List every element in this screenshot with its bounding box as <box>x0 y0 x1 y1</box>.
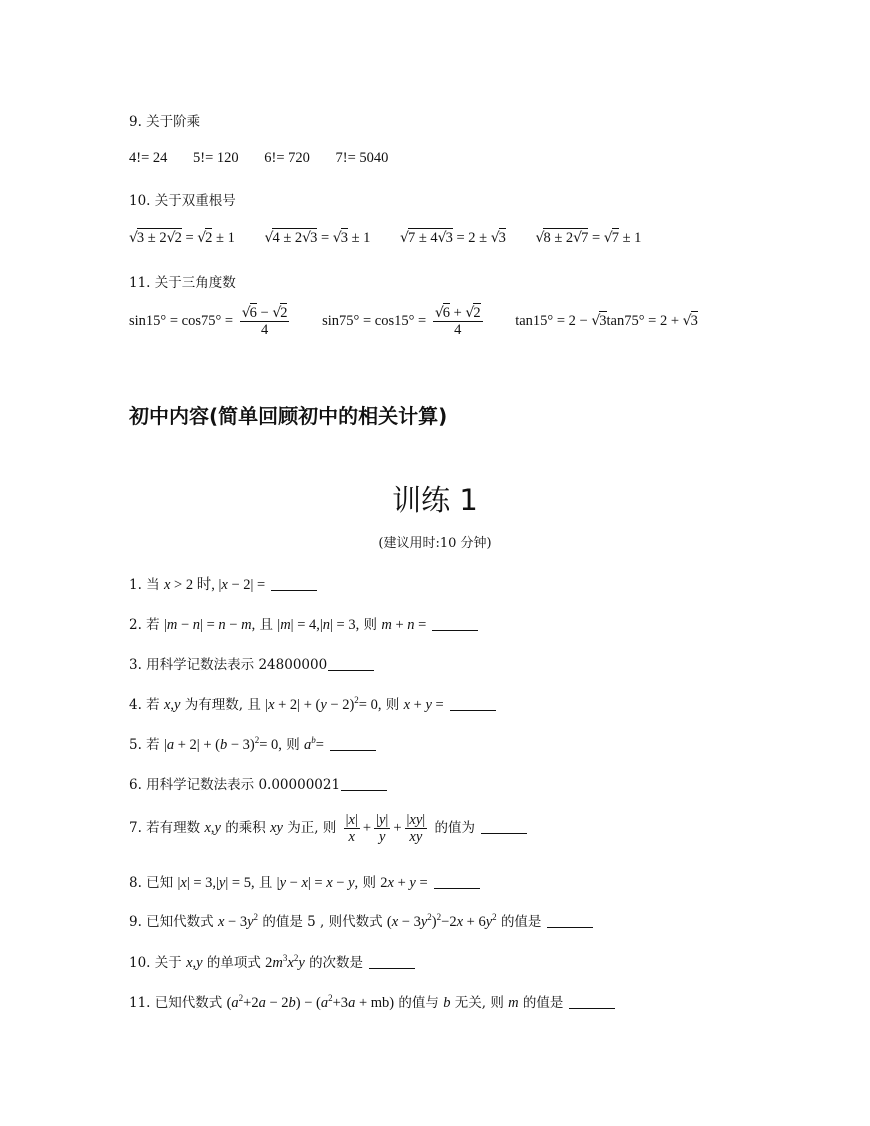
problem-7: 7. 若有理数 x,y 的乘积 xy 为正, 则 $\frac{|x|}{x}$ + $\frac{|y|}{y}$ + $\frac{|xy|}{xy}$ 的值为 <box>129 812 527 845</box>
heading-double-radical: 10. 关于双重根号 <box>129 193 236 209</box>
trig-formula-3: tan15° = 2 − √3tan75° = 2 + √3 <box>515 312 698 329</box>
trig-formula-1: sin15° = cos75° = $\frac{√6 - √2}{4}$ <box>129 305 288 338</box>
training-subtitle: (建议用时:10 分钟) <box>378 536 492 551</box>
problem-2: 2. 若 |m − n| = n − m, 且 |m| = 4,|n| = 3, 则 m + n = <box>129 613 478 634</box>
radical-formula-3: √7 ± 4√3 = 2 ± √3 <box>400 230 506 246</box>
radical-formula-2: √4 ± 2√3 = √3 ± 1 <box>264 230 371 246</box>
section-title: 初中内容(简单回顾初中的相关计算) <box>129 404 448 428</box>
problem-4: 4. 若 x,y 为有理数, 且 $|x + 2| + (y - 2)^2= 0$, 则 x + y = <box>129 693 496 714</box>
double-radical-row <box>129 230 641 247</box>
radical-formula-4: √8 ± 2√7 = √7 ± 1 <box>535 230 642 246</box>
radical-formula-1: √3 ± 2√2 = √2 ± 1 <box>129 230 235 246</box>
problem-9: 9. 已知代数式 $x - 3y^2$ 的值是 5 , 则代数式 $(x - 3y^2)^2-2x + 6y^2$ 的值是 <box>129 910 593 931</box>
factorial-4: 4!= 24 <box>129 150 168 166</box>
factorial-row <box>129 150 388 167</box>
factorial-5: 5!= 120 <box>193 150 239 166</box>
factorial-6: 6!= 720 <box>264 150 310 166</box>
heading-trig: 11. 关于三角度数 <box>129 275 236 291</box>
trig-row <box>129 305 698 338</box>
answer-blank <box>434 887 480 889</box>
answer-blank <box>432 629 478 631</box>
trig-formula-2: sin75° = cos15° = $\frac{√6 + √2}{4}$ <box>322 305 481 338</box>
problem-8: 8. 已知 |x| = 3,|y| = 5, 且 |y − x| = x − y, 则 2x + y = <box>129 871 480 892</box>
training-title: 训练 1 <box>392 483 478 517</box>
problem-1: 1. 当 x > 2 时, |x − 2| = <box>129 573 317 594</box>
answer-blank <box>450 709 496 711</box>
problem-10: 10. 关于 x,y 的单项式 $2m^3x^2y$ 的次数是 <box>129 951 415 972</box>
answer-blank <box>271 589 317 591</box>
problem-3: 3. 用科学记数法表示 24800000 <box>129 653 374 673</box>
answer-blank <box>481 832 527 834</box>
answer-blank <box>341 789 387 791</box>
answer-blank <box>330 749 376 751</box>
answer-blank <box>569 1007 615 1009</box>
heading-factorial: 9. 关于阶乘 <box>129 114 201 130</box>
answer-blank <box>328 669 374 671</box>
problem-11: 11. 已知代数式 $(a^2+2a - 2b) - (a^2+3a + mb)$ 的值与 b 无关, 则 m 的值是 <box>129 991 615 1012</box>
answer-blank <box>369 967 415 969</box>
factorial-7: 7!= 5040 <box>335 150 389 166</box>
problem-5: 5. 若 $|a + 2| + (b - 3)^2= 0$, 则 $a^b=$ <box>129 733 376 754</box>
answer-blank <box>547 926 593 928</box>
problem-6: 6. 用科学记数法表示 0.00000021 <box>129 773 387 793</box>
